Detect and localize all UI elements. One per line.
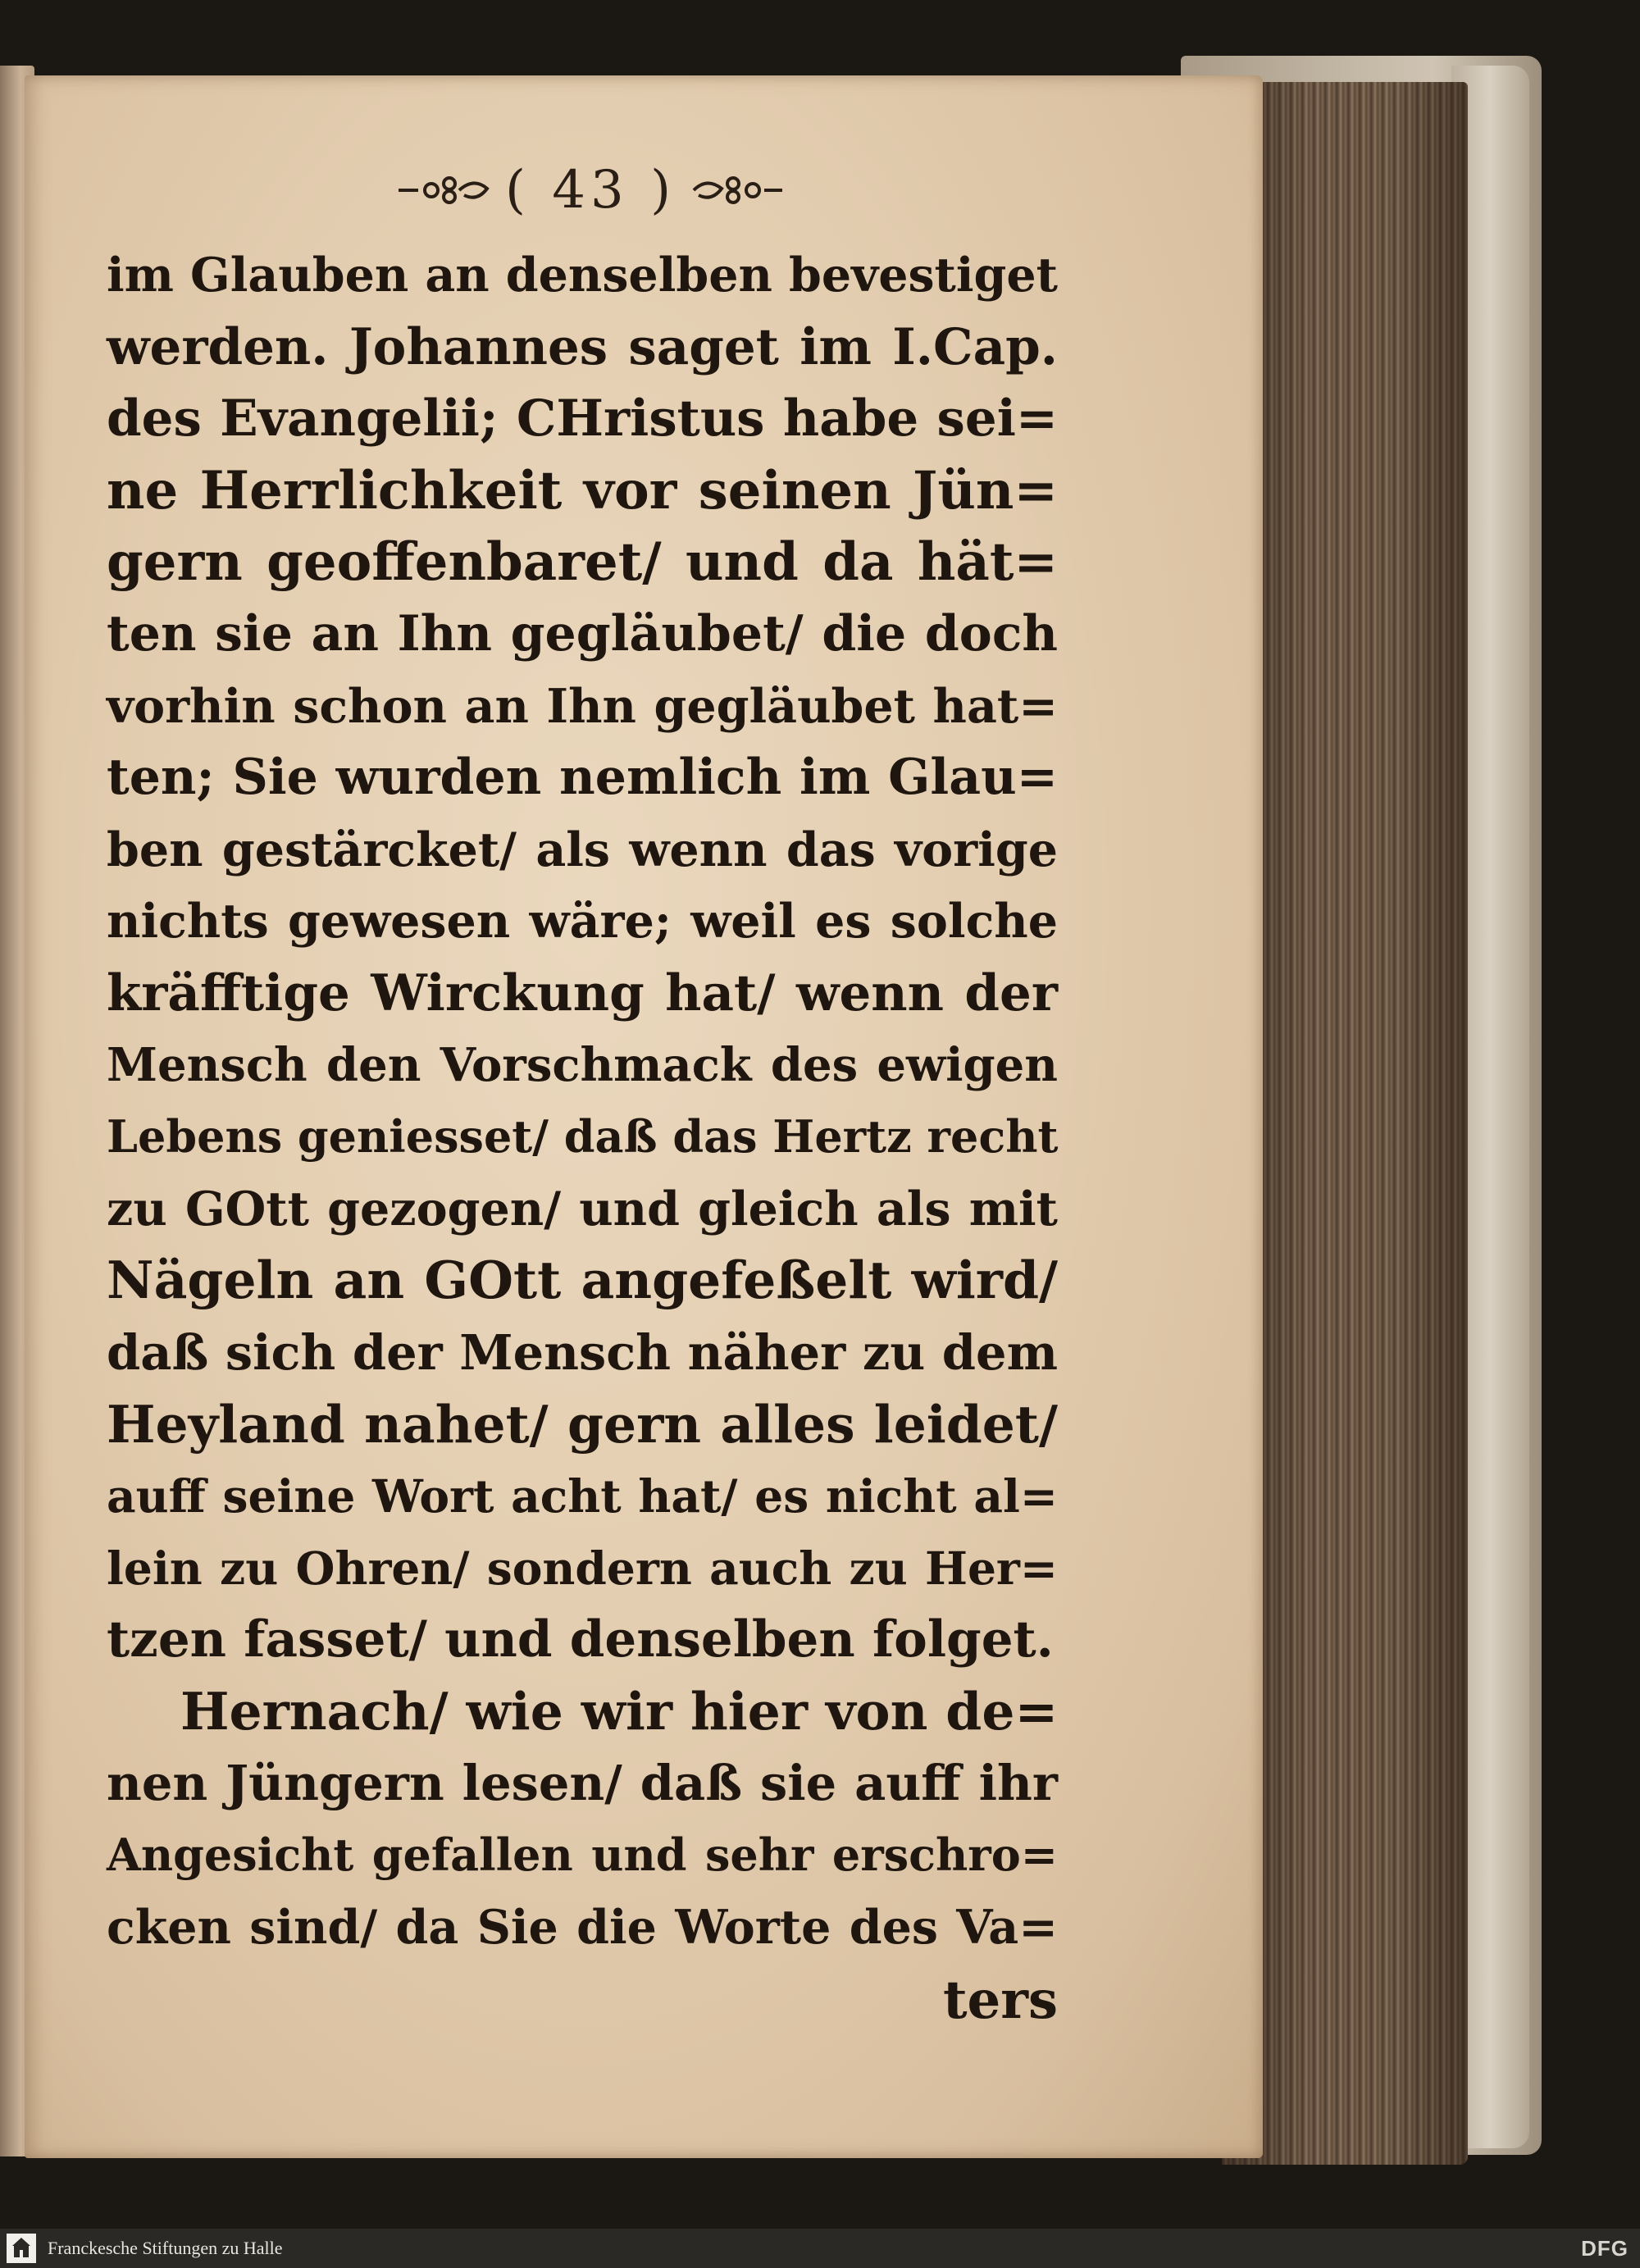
text-line: lein zu Ohren/ sondern auch zu Her= (107, 1541, 1058, 1595)
page-text (107, 239, 1058, 1963)
text-line: tzen fasset/ und denselben folget. (107, 1610, 1054, 1669)
institution-logo-icon (7, 2234, 36, 2263)
text-line: gern geoffenbaret/ und da hät= (107, 531, 1058, 594)
text-line: werden. Johannes saget im I.Cap. (107, 317, 1058, 376)
left-ornament-icon (395, 174, 494, 207)
text-line: daß sich der Mensch näher zu dem (107, 1323, 1058, 1381)
book-page (25, 75, 1263, 2158)
text-line: zu GOtt gezogen/ und gleich als mit (107, 1181, 1058, 1236)
text-line: Hernach/ wie wir hier von de= (180, 1680, 1059, 1742)
dfg-logo: DFG (1581, 2235, 1629, 2261)
page-header (377, 153, 804, 227)
text-line: ne Herrlichkeit vor seinen Jün= (107, 459, 1058, 521)
text-line: cken sind/ da Sie die Worte des Va= (107, 1899, 1058, 1955)
right-ornament-icon (687, 174, 786, 207)
text-line: Angesicht gefallen und sehr erschro= (107, 1829, 1058, 1882)
text-line: ten sie an Ihn gegläubet/ die doch (107, 604, 1058, 663)
text-line: ten; Sie wurden nemlich im Glau= (107, 749, 1058, 807)
text-line: des Evangelii; CHristus habe sei= (107, 389, 1058, 449)
text-line: Heyland nahet/ gern alles leidet/ (107, 1393, 1058, 1455)
page-number: ( 43 ) (504, 160, 676, 221)
institution-name: Franckesche Stiftungen zu Halle (48, 2238, 283, 2258)
text-line: Mensch den Vorschmack des ewigen (107, 1037, 1058, 1092)
text-line: Lebens geniesset/ daß das Hertz recht (107, 1110, 1059, 1164)
footer-bar (0, 2229, 1640, 2268)
text-line: nichts gewesen wäre; weil es solche (107, 894, 1058, 950)
catchword: ters (942, 1970, 1058, 2031)
text-line: Nägeln an GOtt angefeßelt wird/ (107, 1250, 1058, 1311)
text-line: vorhin schon an Ihn gegläubet hat= (107, 678, 1058, 734)
text-line: ben gestärcket/ als wenn das vorige (107, 822, 1058, 877)
text-line: nen Jüngern lesen/ daß sie auff ihr (107, 1755, 1058, 1812)
text-line: im Glauben an denselben bevestiget (107, 248, 1058, 303)
text-line: kräfftige Wirckung hat/ wenn der (107, 963, 1058, 1022)
text-line: auff seine Wort acht hat/ es nicht al= (107, 1469, 1058, 1523)
